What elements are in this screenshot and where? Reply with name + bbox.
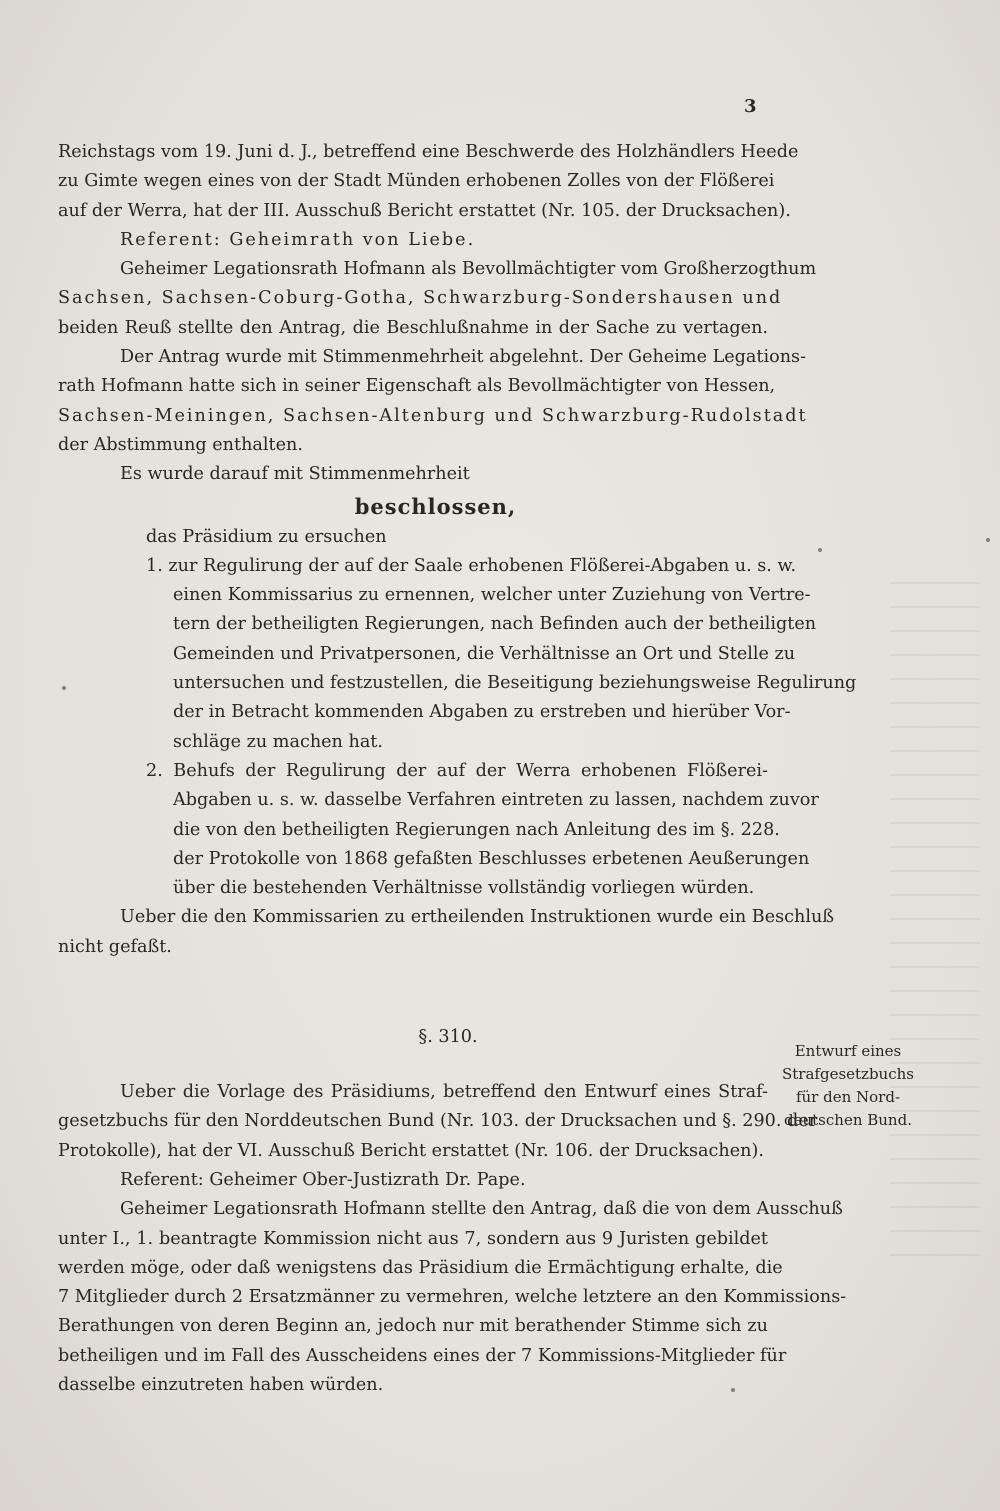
list-item-line: der Protokolle von 1868 gefaßten Beschlusses erbetenen Aeußerungen [173,848,810,869]
list-item-line: untersuchen und festzustellen, die Beseitigung beziehungsweise Regulirung [173,673,857,694]
text-line: Der Antrag wurde mit Stimmenmehrheit abgelehnt. Der Geheime Legations- [120,347,807,368]
margin-note-line: für den Nord- [795,1088,901,1106]
ink-speck [62,686,66,690]
list-item-line: der in Betracht kommenden Abgaben zu erstreben und hierüber Vor- [173,702,791,723]
text-line: werden möge, oder daß wenigstens das Präsidium die Ermächtigung erhalte, die [58,1257,783,1278]
margin-note [778,1040,918,1132]
list-item-line: Gemeinden und Privatpersonen, die Verhältnisse an Ort und Stelle zu [173,643,796,664]
list-item-line: die von den betheiligten Regierungen nach Anleitung des im §. 228. [173,819,780,840]
list-item-line: über die bestehenden Verhältnisse vollständig vorliegen würden. [173,878,755,899]
referent-line: Referent: Geheimrath von Liebe. [120,229,476,250]
text-line: Reichstags vom 19. Juni d. J., betreffend eine Beschwerde des Holzhändlers Heede [58,142,799,162]
bleed-through-texture [890,560,980,1260]
page-number: 3 [744,96,757,117]
text-line: beiden Reuß stellte den Antrag, die Beschlußnahme in der Sache zu vertagen. [58,317,768,338]
text-line: Ueber die den Kommissarien zu ertheilenden Instruktionen wurde ein Beschluß [120,907,835,928]
section-heading: §. 310. [418,1027,478,1048]
text-line: nicht gefaßt. [58,936,172,957]
margin-note-line: Entwurf eines [794,1042,902,1060]
list-item-line: Abgaben u. s. w. dasselbe Verfahren eintreten zu lassen, nachdem zuvor [173,790,819,811]
text-line: gesetzbuchs für den Norddeutschen Bund (Nr. 103. der Drucksachen und §. 290. der [58,1111,818,1132]
document-body [58,138,857,1400]
text-line: 7 Mitglieder durch 2 Ersatzmänner zu vermehren, welche letztere an den Kommissions- [58,1287,847,1308]
text-line: Sachsen, Sachsen-Coburg-Gotha, Schwarzburg-Sondershausen und [58,288,783,309]
text-line: Ueber die Vorlage des Präsidiums, betreffend den Entwurf eines Straf- [120,1082,768,1103]
text-line: Es wurde darauf mit Stimmenmehrheit [120,464,470,485]
text-line: das Präsidium zu ersuchen [146,526,387,547]
list-item-line: 2. Behufs der Regulirung der auf der Werra erhobenen Flößerei- [146,760,768,781]
list-item-line: schläge zu machen hat. [173,731,383,752]
text-line: unter I., 1. beantragte Kommission nicht aus 7, sondern aus 9 Juristen gebildet [58,1228,768,1249]
margin-note-line: Strafgesetzbuchs [782,1065,914,1083]
text-line: betheiligen und im Fall des Ausscheidens eines der 7 Kommissions-Mitglieder für [58,1345,787,1366]
text-line: Sachsen-Meiningen, Sachsen-Altenburg und Schwarzburg-Rudolstadt [58,405,808,426]
list-item-line: tern der betheiligten Regierungen, nach Befinden auch der betheiligten [173,614,817,635]
text-line: rath Hofmann hatte sich in seiner Eigenschaft als Bevollmächtigter von Hessen, [58,376,776,397]
text-line: zu Gimte wegen eines von der Stadt Münden erhobenen Zolles von der Flößerei [58,171,775,192]
margin-note-line: deutschen Bund. [784,1111,912,1129]
list-item-line: einen Kommissarius zu ernennen, welcher unter Zuziehung von Vertre- [173,585,811,606]
ink-speck [986,538,990,542]
referent-line: Referent: Geheimer Ober-Justizrath Dr. Pape. [120,1169,526,1190]
text-line: Protokolle), hat der VI. Ausschuß Bericht erstattet (Nr. 106. der Drucksachen). [58,1140,764,1161]
text-line: Berathungen von deren Beginn an, jedoch nur mit berathender Stimme sich zu [58,1316,768,1337]
text-line: dasselbe einzutreten haben würden. [58,1374,384,1395]
text-line: Geheimer Legationsrath Hofmann als Bevollmächtigter vom Großherzogthum [120,259,817,280]
decision-heading: beschlossen, [354,493,517,519]
text-line: Geheimer Legationsrath Hofmann stellte den Antrag, daß die von dem Ausschuß [120,1199,843,1220]
ink-speck [731,1388,735,1392]
text-line: auf der Werra, hat der III. Ausschuß Bericht erstattet (Nr. 105. der Drucksachen). [58,200,791,221]
ink-speck [818,548,822,552]
list-item-line: 1. zur Regulirung der auf der Saale erhobenen Flößerei-Abgaben u. s. w. [146,555,797,576]
text-line: der Abstimmung enthalten. [58,434,303,455]
